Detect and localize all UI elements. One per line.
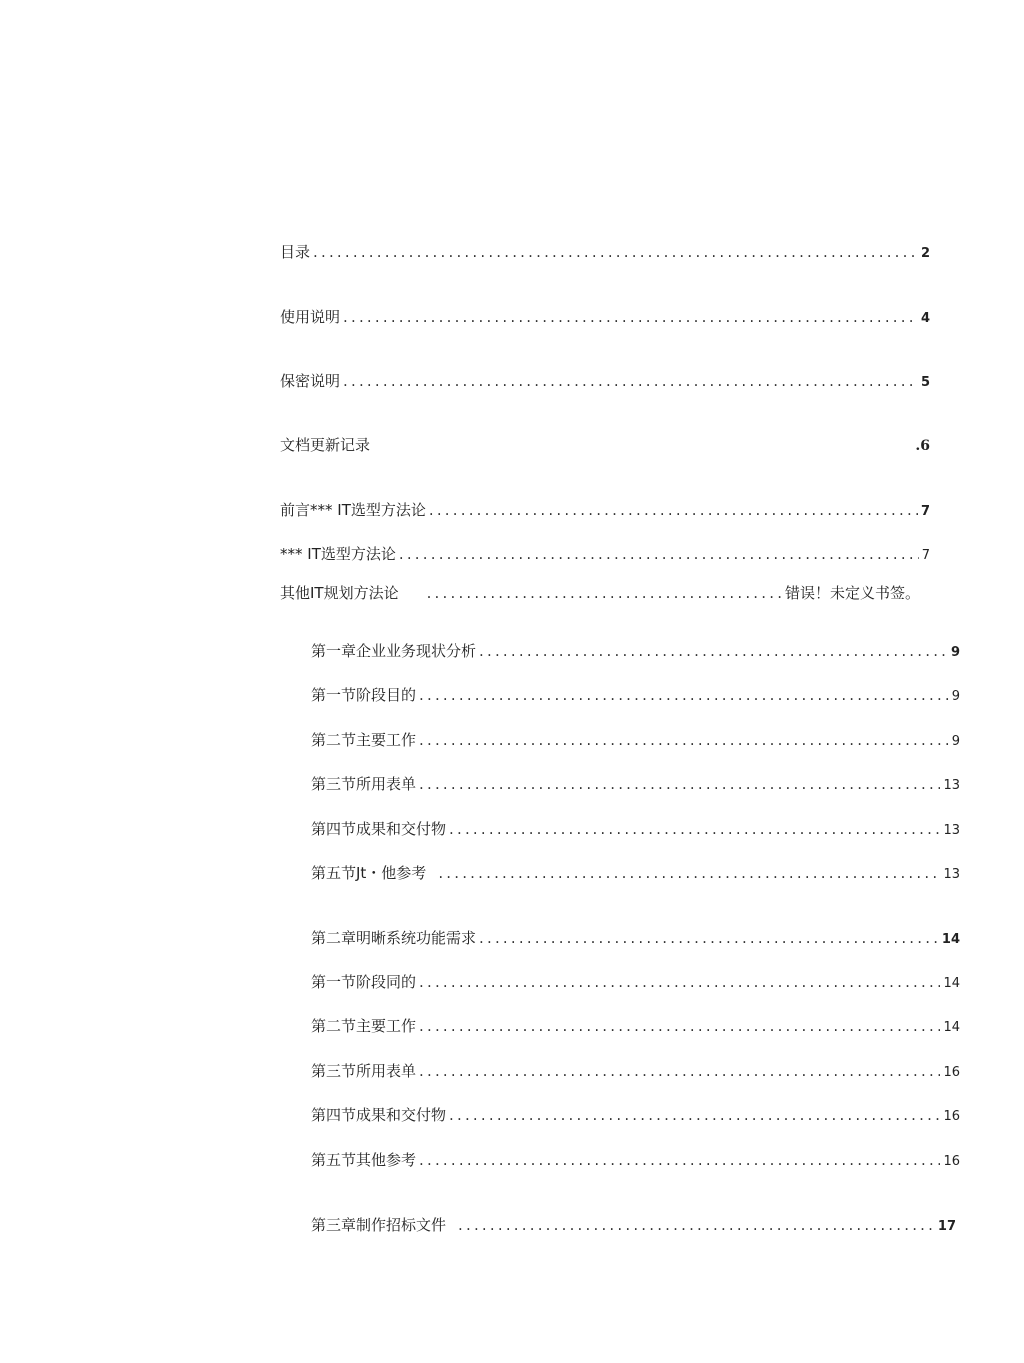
toc-entry-page: 16 — [943, 1109, 960, 1124]
toc-entry-title: 第一章企业业务现状分析 — [311, 642, 477, 660]
dot-leader — [429, 500, 918, 520]
dot-leader — [449, 1105, 940, 1125]
toc-entry-title: 第三章制作招标文件 — [311, 1216, 447, 1234]
toc-entry-title: 目录 — [280, 243, 311, 261]
toc-entry-page: 16 — [943, 1154, 960, 1169]
toc-entry-page: 13 — [943, 867, 960, 882]
toc-entry-ch2-section-3[interactable] — [311, 1061, 960, 1083]
toc-entry-page: 4 — [920, 311, 930, 326]
toc-entry-title: 第二节主要工作 — [311, 1017, 417, 1035]
toc-entry-ch2-section-4[interactable] — [311, 1105, 960, 1127]
toc-entry-title: 第三节所用表单 — [311, 775, 417, 793]
dot-leader — [419, 1016, 940, 1036]
toc-entry-contents[interactable] — [280, 242, 930, 264]
toc-entry-page: 14 — [943, 1020, 960, 1035]
toc-entry-title: *** IT选型方法论 — [280, 545, 396, 563]
toc-entry-page: 16 — [943, 1065, 960, 1080]
toc-entry-title: 第五节Jt・他参考 — [311, 864, 427, 882]
toc-entry-title: 第五节其他参考 — [311, 1151, 417, 1169]
toc-entry-ch1-section-2[interactable] — [311, 730, 960, 752]
toc-entry-title: 第二章明晰系统功能需求 — [311, 929, 477, 947]
toc-entry-usage-notes[interactable] — [280, 307, 930, 329]
toc-entry-title: 第二节主要工作 — [311, 731, 417, 749]
toc-entry-page: 5 — [920, 375, 930, 390]
toc-entry-page: 14 — [941, 932, 960, 947]
toc-entry-revision-history[interactable] — [280, 435, 930, 456]
toc-entry-ch1-section-3[interactable] — [311, 774, 960, 796]
toc-entry-page: 9 — [951, 689, 960, 704]
dot-leader — [427, 583, 782, 603]
toc-entry-page: 9 — [950, 645, 960, 660]
toc-entry-page: 错误！未定义书签。 — [784, 584, 920, 602]
toc-entry-title: 第三节所用表单 — [311, 1062, 417, 1080]
toc-entry-ch2-section-2[interactable] — [311, 1016, 960, 1038]
dot-leader — [479, 641, 948, 661]
toc-entry-title: 第一节阶段目的 — [311, 686, 417, 704]
toc-entry-it-selection-method[interactable] — [280, 544, 930, 566]
toc-entry-page: 2 — [920, 246, 930, 261]
toc-entry-title: 第四节成果和交付物 — [311, 820, 447, 838]
toc-entry-page: 13 — [943, 778, 960, 793]
toc-entry-page: 7 — [920, 504, 930, 519]
toc-entry-page: 17 — [937, 1219, 956, 1234]
dot-leader — [479, 928, 939, 948]
dot-leader — [399, 544, 919, 564]
toc-entry-page: .6 — [915, 438, 930, 454]
toc-entry-page: 7 — [921, 548, 930, 563]
toc-entry-title: 第四节成果和交付物 — [311, 1106, 447, 1124]
toc-entry-other-it-planning[interactable] — [280, 583, 920, 603]
toc-entry-ch1-section-1[interactable] — [311, 685, 960, 707]
dot-leader — [343, 371, 918, 391]
dot-leader — [419, 730, 949, 750]
toc-entry-chapter-1[interactable] — [311, 641, 960, 663]
toc-entry-ch2-section-1[interactable] — [311, 972, 960, 994]
toc-entry-title: 使用说明 — [280, 308, 341, 326]
toc-entry-page: 13 — [943, 823, 960, 838]
dot-leader — [419, 774, 940, 794]
toc-entry-chapter-3[interactable] — [311, 1215, 956, 1237]
dot-leader — [449, 819, 940, 839]
dot-leader — [419, 1061, 940, 1081]
dot-leader — [458, 1215, 935, 1235]
dot-leader — [343, 307, 918, 327]
toc-entry-title: 文档更新记录 — [280, 436, 371, 454]
toc-entry-preface[interactable] — [280, 500, 930, 522]
dot-leader — [419, 685, 949, 705]
toc-entry-title: 保密说明 — [280, 372, 341, 390]
toc-entry-title: 前言*** IT选型方法论 — [280, 501, 426, 519]
toc-entry-title: 其他IT规划方法论 — [280, 584, 399, 602]
toc-entry-ch1-section-5[interactable] — [311, 863, 960, 885]
dot-leader — [419, 972, 940, 992]
toc-entry-title: 第一节阶段同的 — [311, 973, 417, 991]
dot-leader — [313, 242, 918, 262]
toc-entry-page: 9 — [951, 734, 960, 749]
toc-entry-page: 14 — [943, 976, 960, 991]
toc-entry-confidentiality[interactable] — [280, 371, 930, 393]
dot-leader — [419, 1150, 940, 1170]
toc-entry-ch1-section-4[interactable] — [311, 819, 960, 841]
toc-entry-chapter-2[interactable] — [311, 928, 960, 950]
dot-leader — [438, 863, 940, 883]
toc-entry-ch2-section-5[interactable] — [311, 1150, 960, 1172]
